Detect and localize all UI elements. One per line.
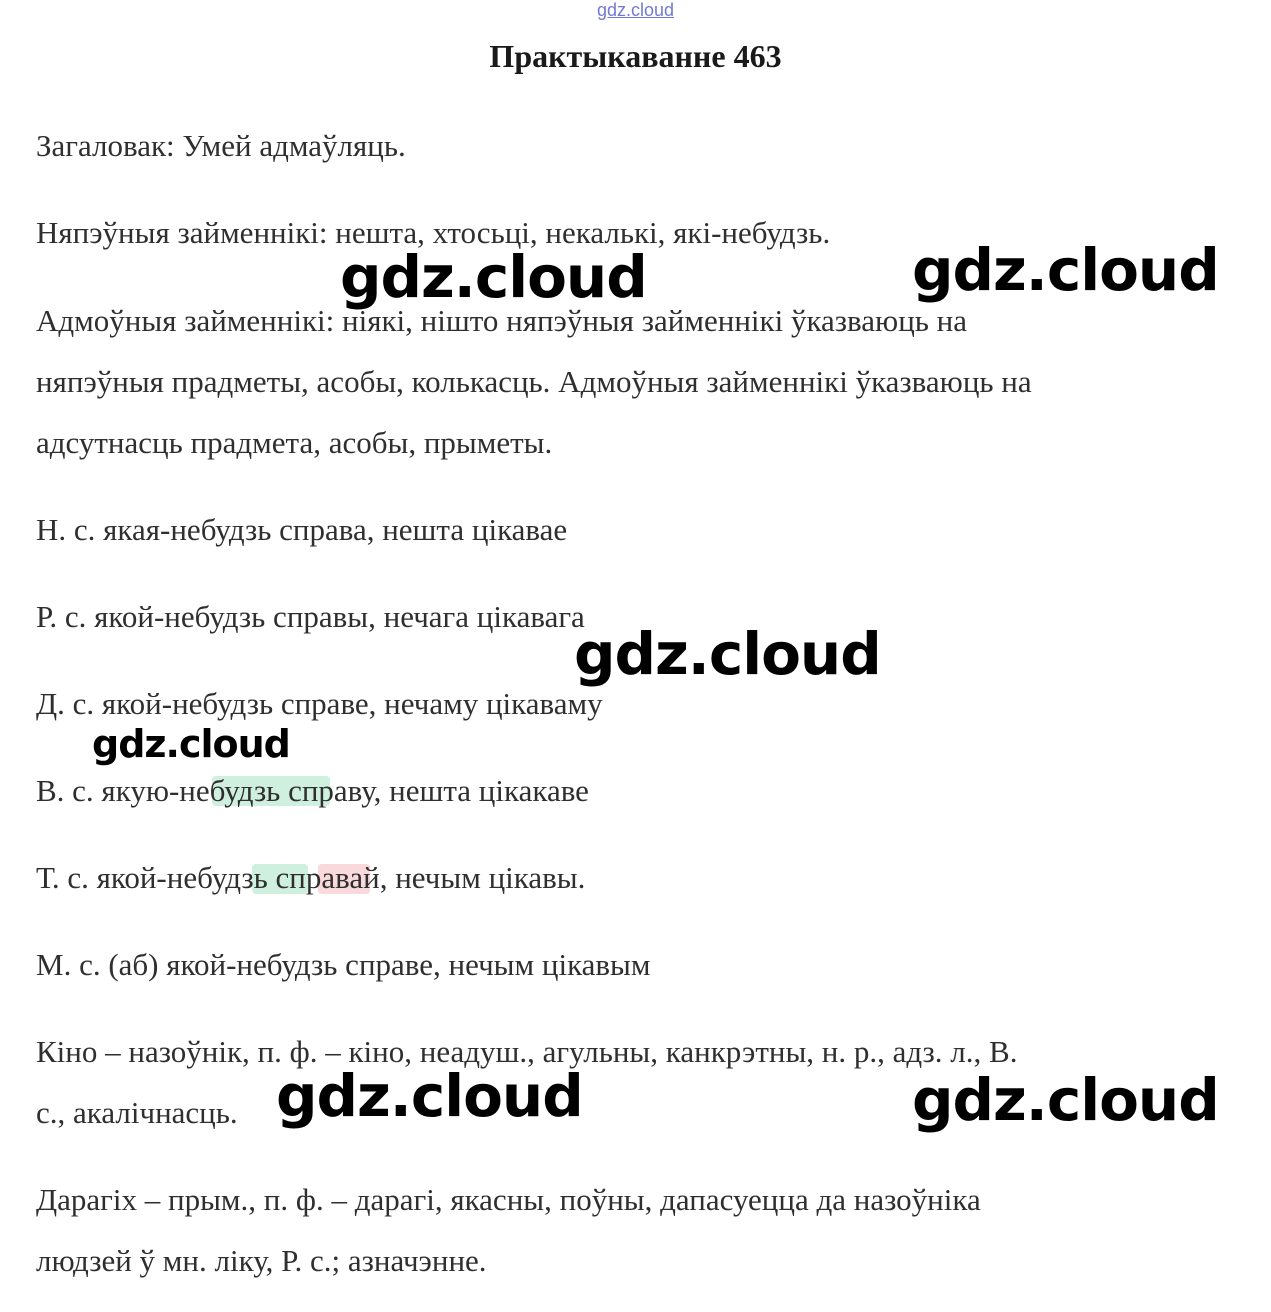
case-dative: Д. с. якой-небудзь справе, нечаму цікаваму [36, 686, 603, 721]
case-accusative: В. с. якую-небудзь справу, нешта цікакаве [36, 773, 589, 808]
daragih-analysis-line-1: Дарагіх – прым., п. ф. – дарагі, якасны, поўны, дапасуецца да назоўніка [36, 1182, 981, 1217]
page-title: Практыкаванне 463 [489, 38, 782, 74]
negative-pronouns-line-3: адсутнасць прадмета, асобы, прыметы. [36, 425, 553, 460]
daragih-analysis-line-2: людзей ў мн. ліку, Р. с.; азначэнне. [36, 1243, 487, 1278]
case-locative: М. с. (аб) якой-небудзь справе, нечым цікавым [36, 947, 651, 982]
case-genitive: Р. с. якой-небудзь справы, нечага цікавага [36, 599, 585, 634]
watermark: gdz.cloud [276, 1062, 583, 1130]
watermark: gdz.cloud [912, 236, 1219, 304]
watermark: gdz.cloud [912, 1066, 1219, 1134]
watermark: gdz.cloud [574, 620, 881, 688]
kino-analysis-line-1: Кіно – назоўнік, п. ф. – кіно, неадуш., агульны, канкрэтны, н. р., адз. л., В. [36, 1034, 1018, 1069]
kino-analysis-line-2: с., акалічнасць. [36, 1095, 238, 1130]
case-nominative: Н. с. якая-небудзь справа, нешта цікавае [36, 512, 568, 547]
heading-line: Загаловак: Умей адмаўляць. [36, 128, 406, 163]
negative-pronouns-line-2: няпэўныя прадметы, асобы, колькасць. Адмоўныя займеннікі ўказваюць на [36, 364, 1032, 399]
watermark: gdz.cloud [340, 243, 647, 311]
case-instrumental: Т. с. якой-небудзь справай, нечым цікавы. [36, 860, 586, 895]
indefinite-pronouns-line: Няпэўныя займеннікі: нешта, хтосьці, некалькі, які-небудзь. [36, 215, 831, 250]
negative-pronouns-line-1: Адмоўныя займеннікі: ніякі, нішто няпэўныя займеннікі ўказваюць на [36, 303, 968, 338]
top-watermark-link[interactable]: gdz.cloud [596, 0, 675, 20]
watermark: gdz.cloud [92, 722, 290, 766]
